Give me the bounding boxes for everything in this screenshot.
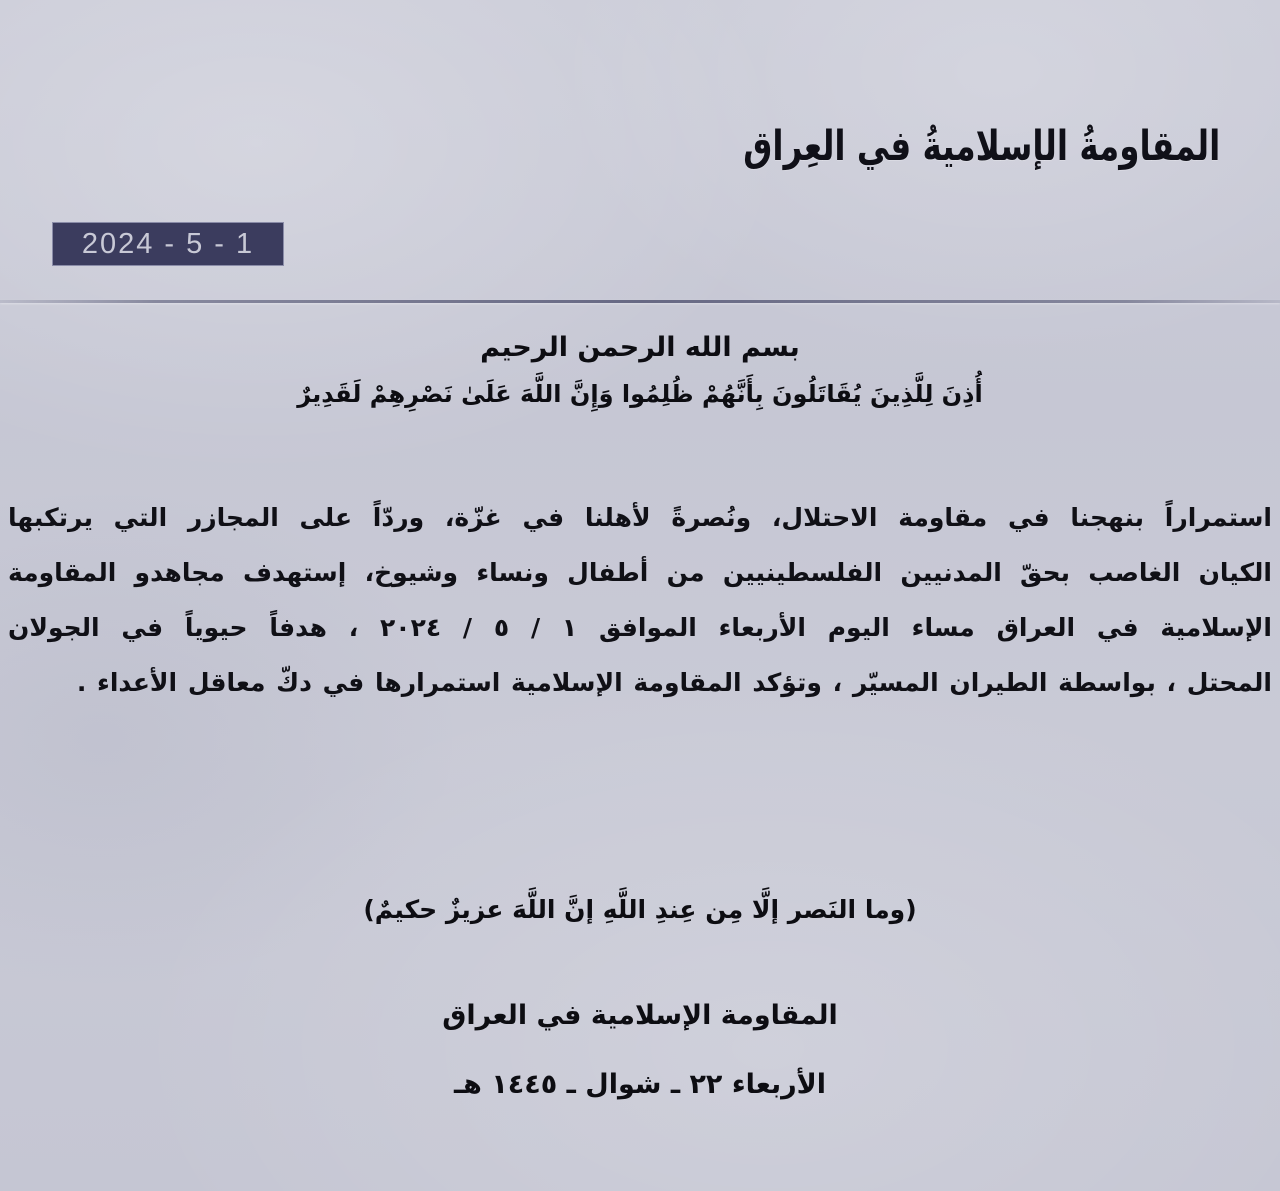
date-badge-text: 2024 - 5 - 1 — [81, 227, 255, 260]
statement-body — [8, 490, 1272, 710]
organization-logo-text: المقاومةُ الإسلاميةُ في العِراق — [743, 123, 1221, 171]
signature-organization: المقاومة الإسلامية في العراق — [442, 1000, 838, 1031]
statement-line: الكيان الغاصب بحقّ المدنيين الفلسطينيين من أطفال ونساء وشيوخ، إستهدف مجاهدو المقاومة — [8, 558, 1272, 587]
poster-content — [0, 300, 1280, 1191]
quran-verse-top: أُذِنَ لِلَّذِينَ يُقَاتَلُونَ بِأَنَّهُمْ ظُلِمُوا وَإِنَّ اللَّهَ عَلَىٰ نَصْرِهِمْ لَقَدِيرٌ — [297, 380, 983, 408]
date-badge — [52, 222, 284, 266]
bismillah-line: بسم الله الرحمن الرحيم — [480, 332, 800, 363]
statement-line: الإسلامية في العراق مساء اليوم الأربعاء الموافق ١ / ٥ / ٢٠٢٤ ، هدفاً حيوياً في الجولان — [8, 613, 1273, 642]
statement-line: استمراراً بنهجنا في مقاومة الاحتلال، ونُصرةً لأهلنا في غزّة، وردّاً على المجازر التي يرتكبها — [8, 503, 1272, 532]
poster-header — [0, 0, 1280, 300]
organization-logo — [743, 108, 1235, 186]
signature-hijri-date: الأربعاء ٢٢ ـ شوال ـ ١٤٤٥ هـ — [453, 1069, 827, 1100]
signature-block — [0, 1000, 1280, 1100]
quran-verse-bottom: (وما النَصر إلَّا مِن عِندِ اللَّهِ إنَّ اللَّهَ عزيزٌ حكيمٌ) — [363, 895, 917, 924]
statement-line: المحتل ، بواسطة الطيران المسيّر ، وتؤكد المقاومة الإسلامية استمرارها في دكّ معاقل الأعداء . — [76, 668, 1272, 697]
